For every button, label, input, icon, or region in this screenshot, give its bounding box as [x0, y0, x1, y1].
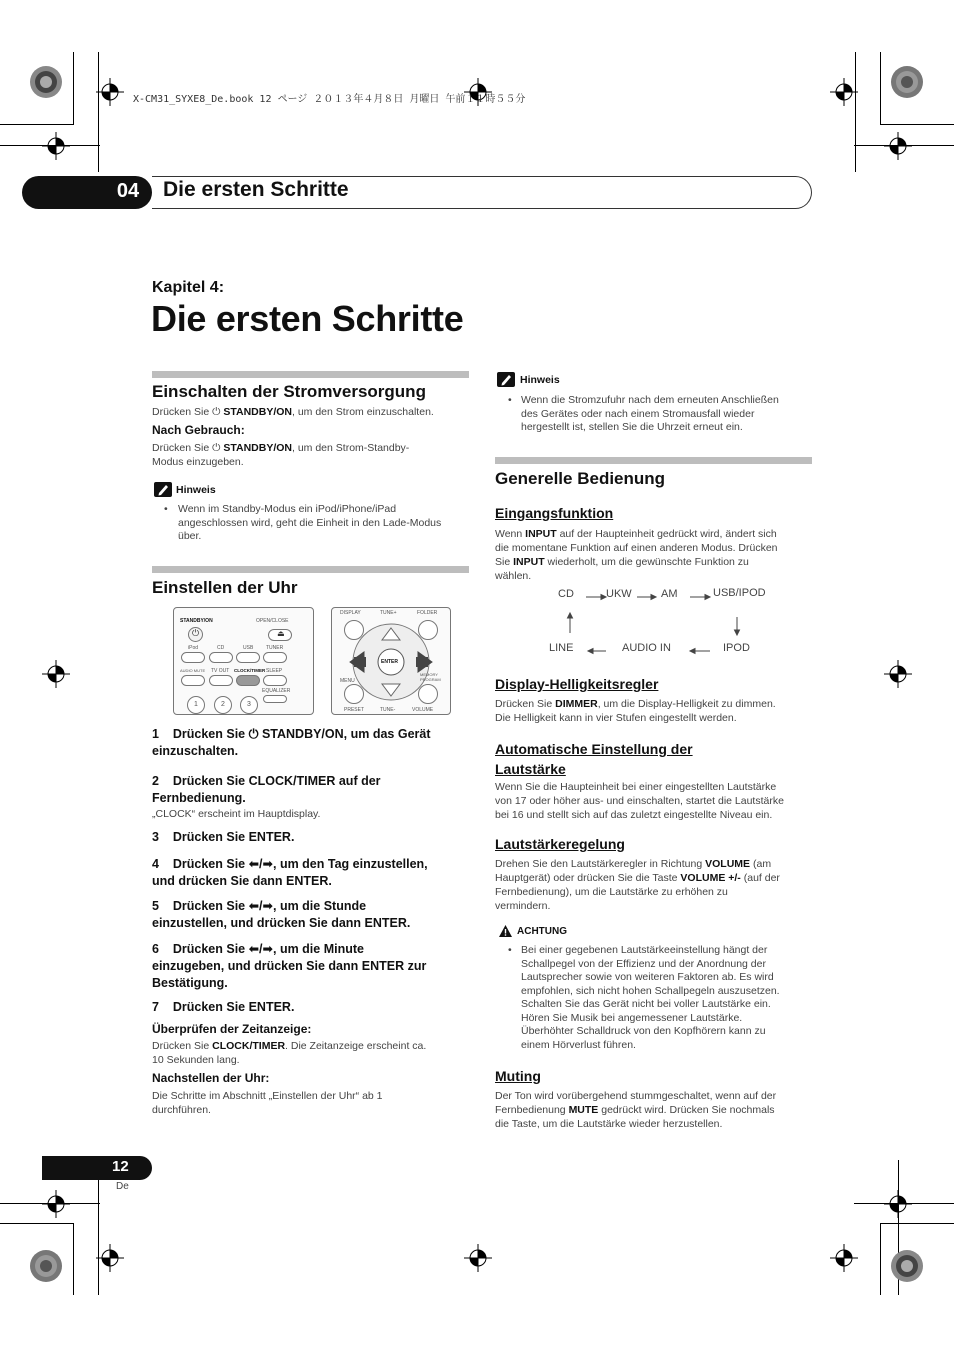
diag-ukw: UKW	[606, 588, 632, 600]
audio-mute-button[interactable]	[181, 675, 205, 686]
power-off-text: Drücken Sie ⏻ STANDBY/ON, um den Strom-Standby-	[152, 442, 410, 454]
btn-label: TUNE-	[380, 707, 396, 713]
power-off-text-2: Modus einzugeben.	[152, 456, 244, 468]
step-7: 7 Drücken Sie ENTER.	[152, 1000, 295, 1014]
remote-navigation	[331, 607, 451, 715]
section-title: Einstellen der Uhr	[152, 578, 298, 597]
diag-arrows	[540, 585, 800, 660]
pencil-note-icon	[154, 482, 172, 497]
btn-label: TV OUT	[211, 668, 230, 674]
step-3: 3 Drücken Sie ENTER.	[152, 830, 295, 844]
btn-label: DISPLAY	[340, 610, 361, 616]
registration-mark-icon	[830, 78, 858, 106]
file-header: X-CM31_SYXE8_De.book 12 ページ ２０１３年４月８日 月曜日 午前１１時５５分	[133, 94, 526, 105]
page-language: De	[116, 1181, 129, 1192]
remote-main-buttons	[173, 607, 314, 715]
diag-audio-in: AUDIO IN	[622, 642, 671, 654]
tuner-button[interactable]	[263, 652, 287, 663]
check-time-text: Drücken Sie CLOCK/TIMER. Die Zeitanzeige erscheint ca.	[152, 1040, 427, 1052]
standby-button[interactable]: ⏻	[188, 627, 203, 642]
tv-out-button[interactable]	[209, 675, 233, 686]
auto-volume-text: Wenn Sie die Haupteinheit bei einer eingestellten Lautstärke von 17 oder höher aus- und einschalten, startet die Lautstärke bei 16 und stellt sich auf das zuletzt eingestellte Niveau ein.	[495, 781, 784, 821]
check-time-text-2: 10 Sekunden lang.	[152, 1054, 240, 1066]
section-rule	[152, 566, 469, 573]
diag-usb: USB/IPOD	[713, 587, 766, 599]
bullet: •	[164, 503, 168, 515]
registration-mark-icon	[96, 1244, 124, 1272]
registration-mark-icon	[884, 660, 912, 688]
btn-label: PRESET	[344, 707, 365, 713]
power-icon: ⏻	[212, 442, 221, 454]
step-5: 5 Drücken Sie ⬅/➡, um die Stunde einzustellen, und drücken Sie dann ENTER.	[152, 899, 411, 930]
display-dimmer-text: Drücken Sie DIMMER, um die Display-Helligkeit zu dimmen. Die Helligkeit kann in vier Stufen eingestellt werden.	[495, 698, 776, 724]
section-title: Generelle Bedienung	[495, 469, 666, 488]
equalizer-button[interactable]	[263, 695, 287, 703]
registration-mark-icon	[42, 1190, 70, 1218]
btn-label: MEMORY	[420, 672, 438, 677]
btn-label: iPod	[188, 645, 199, 651]
registration-mark-icon	[464, 1244, 492, 1272]
after-use-label: Nach Gebrauch:	[152, 423, 245, 437]
display-dimmer-title: Display-Helligkeitsregler	[495, 676, 659, 692]
chapter-title: Die ersten Schritte	[163, 178, 349, 201]
sleep-button[interactable]	[263, 675, 287, 686]
ipod-button[interactable]	[181, 652, 205, 663]
page-number-tab	[42, 1156, 152, 1180]
note-text: Wenn im Standby-Modus ein iPod/iPhone/iPad angeschlossen wird, geht die Einheit in den Lade-Modus über.	[178, 503, 442, 542]
bullet: •	[508, 944, 512, 956]
reset-clock-text: Die Schritte im Abschnitt „Einstellen der Uhr“ ab 1 durchführen.	[152, 1090, 383, 1116]
caution-text: Bei einer gegebenen Lautstärkeeinstellung hängt der Schallpegel von der Effizienz und der Anordnung der Lautsprecher sowie von weiteren Faktoren ab. Es wird empfohlen, sich nicht hohen Schallpegeln auszusetzen. Schalten Sie das Gerät nicht bei voller Lautstärke ein. Hören Sie Musik bei angemessener Lautstärke. Überhöhter Schalldruck von den Kopfhörern kann zu einem Hörverlust führen.	[521, 944, 780, 1051]
btn-label: MENU	[340, 678, 355, 684]
btn-label: VOLUME	[412, 707, 434, 713]
color-disk-icon	[889, 64, 925, 100]
color-disk-icon	[28, 1248, 64, 1284]
registration-mark-icon	[830, 1244, 858, 1272]
clock-timer-button[interactable]	[236, 675, 260, 686]
usb-button[interactable]	[236, 652, 260, 663]
enter-label: ENTER	[381, 659, 398, 665]
btn-label: CLOCK/TIMER	[234, 668, 266, 673]
step-4: 4 Drücken Sie ⬅/➡, um den Tag einzustellen, und drücken Sie dann ENTER.	[152, 857, 428, 888]
num-1-button[interactable]: 1	[187, 696, 205, 714]
pencil-note-icon	[497, 372, 515, 387]
step-1: 1 Drücken Sie ⏻ STANDBY/ON, um das Gerät einzuschalten.	[152, 727, 431, 758]
btn-label: TUNE+	[380, 610, 397, 616]
btn-label: FOLDER	[417, 610, 438, 616]
eject-button[interactable]: ⏏	[268, 629, 292, 641]
btn-label: PROGRAM	[420, 677, 441, 682]
auto-volume-title: Automatische Einstellung der Lautstärke	[495, 741, 693, 777]
muting-title: Muting	[495, 1068, 541, 1084]
section-rule	[152, 371, 469, 378]
note-text: Wenn die Stromzufuhr nach dem erneuten Anschließen des Gerätes oder nach einem Stromausfall wieder hergestellt ist, stellen Sie die Uhrzeit erneut ein.	[521, 394, 779, 433]
standby-label: STANDBY/ON	[180, 618, 213, 624]
num-2-button[interactable]: 2	[214, 696, 232, 714]
step-2-note: „CLOCK“ erscheint im Hauptdisplay.	[152, 808, 321, 820]
step-2: 2 Drücken Sie CLOCK/TIMER auf der Fernbedienung.	[152, 774, 381, 805]
memory-button[interactable]	[418, 684, 438, 704]
volume-control-title: Lautstärkeregelung	[495, 836, 625, 852]
registration-mark-icon	[884, 1190, 912, 1218]
open-close-label: OPEN/CLOSE	[256, 618, 289, 624]
registration-mark-icon	[96, 78, 124, 106]
cd-button[interactable]	[209, 652, 233, 663]
num-3-button[interactable]: 3	[240, 696, 258, 714]
warning-icon	[498, 924, 513, 938]
note-label: Hinweis	[176, 484, 216, 496]
caution-label: ACHTUNG	[517, 926, 567, 937]
power-icon: ⏻	[212, 406, 221, 418]
registration-mark-icon	[884, 132, 912, 160]
btn-label: AUDIO MUTE	[180, 668, 206, 673]
btn-label: EQUALIZER	[262, 688, 291, 694]
section-title: Einschalten der Stromversorgung	[152, 382, 426, 401]
muting-text: Der Ton wird vorübergehend stummgeschaltet, wenn auf der Fernbedienung MUTE gedrückt wird. Drücken Sie nochmals die Taste, um die Lautstärke wieder herzustellen.	[495, 1090, 777, 1130]
chapter-number: 04	[116, 180, 140, 202]
section-rule	[495, 457, 812, 464]
btn-label: TUNER	[266, 645, 284, 651]
step-6: 6 Drücken Sie ⬅/➡, um die Minute einzugeben, und drücken Sie dann ENTER zur Bestätigung.	[152, 942, 427, 990]
btn-label: CD	[217, 645, 225, 651]
bullet: •	[508, 394, 512, 406]
input-function-title: Eingangsfunktion	[495, 505, 614, 521]
menu-button[interactable]	[344, 684, 364, 704]
diag-line: LINE	[549, 642, 574, 654]
btn-label: SLEEP	[266, 668, 283, 674]
diag-ipod: IPOD	[723, 642, 750, 654]
input-function-text: Wenn INPUT auf der Haupteinheit gedrückt wird, ändert sich die momentane Funktion auf einen anderen Modus. Drücken Sie INPUT wiederholt, um die gewünschte Funktion zu wählen.	[495, 528, 778, 582]
color-disk-icon	[889, 1248, 925, 1284]
kapitel-label: Kapitel 4:	[152, 279, 225, 296]
check-time-label: Überprüfen der Zeitanzeige:	[152, 1022, 312, 1036]
registration-mark-icon	[42, 660, 70, 688]
registration-mark-icon	[42, 132, 70, 160]
reset-clock-label: Nachstellen der Uhr:	[152, 1071, 270, 1085]
diag-cd: CD	[558, 588, 574, 600]
volume-control-text: Drehen Sie den Lautstärkeregler in Richtung VOLUME (am Hauptgerät) oder drücken Sie die Taste VOLUME +/- (auf der Fernbedienung), um die Lautstärke zu erhöhen zu vermindern.	[495, 858, 780, 912]
power-on-text: Drücken Sie ⏻ STANDBY/ON, um den Strom einzuschalten.	[152, 406, 434, 418]
color-disk-icon	[28, 64, 64, 100]
diag-am: AM	[661, 588, 678, 600]
page-number: 12	[112, 1158, 129, 1175]
page-title: Die ersten Schritte	[151, 298, 464, 339]
btn-label: USB	[243, 645, 254, 651]
note-label: Hinweis	[520, 374, 560, 386]
